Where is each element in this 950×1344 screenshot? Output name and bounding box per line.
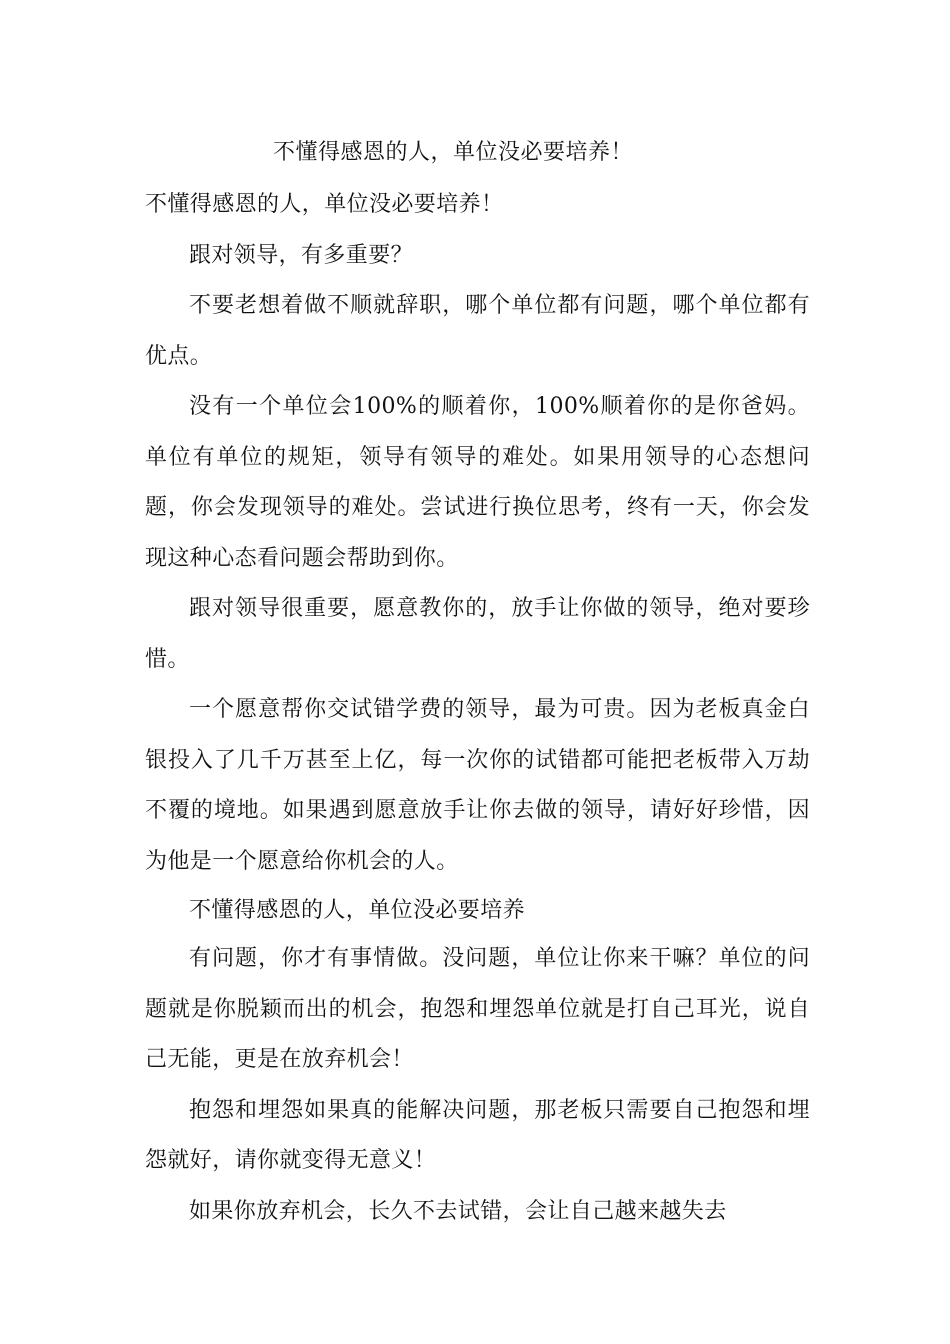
paragraph-tuition: 一个愿意帮你交试错学费的领导，最为可贵。因为老板真金白银投入了几千万甚至上亿，每一次你的试错都可能把老板带入万劫不覆的境地。如果遇到愿意放手让你去做的领导，请好好珍惜，因为他是一个愿意给你机会的人。 bbox=[145, 697, 810, 874]
paragraph-question: 跟对领导，有多重要？ bbox=[189, 242, 414, 268]
paragraph-subheading: 不懂得感恩的人，单位没必要培养 bbox=[189, 898, 526, 923]
document-body bbox=[145, 180, 810, 1237]
paragraph-quit: 不要老想着做不顺就辞职，哪个单位都有问题，哪个单位都有优点。 bbox=[145, 293, 810, 369]
paragraph-heading-repeat: 不懂得感恩的人，单位没必要培养！ bbox=[145, 192, 504, 217]
paragraph-leader: 跟对领导很重要，愿意教你的，放手让你做的领导，绝对要珍惜。 bbox=[145, 596, 810, 672]
paragraph-problems: 有问题，你才有事情做。没问题，单位让你来干嘛？单位的问题就是你脱颖而出的机会，抱怨和埋怨单位就是打自己耳光，说自己无能，更是在放弃机会！ bbox=[145, 946, 810, 1072]
paragraph-opportunity: 如果你放弃机会，长久不去试错，会让自己越来越失去 bbox=[189, 1198, 727, 1224]
paragraph-percent: 没有一个单位会100%的顺着你，100%顺着你的是你爸妈。单位有单位的规矩，领导有领导的难处。如果用领导的心态想问题，你会发现领导的难处。尝试进行换位思考，终有一天，你会发现这种心态看问题会帮助到你。 bbox=[145, 394, 810, 571]
document-title: 不懂得感恩的人，单位没必要培养！ bbox=[273, 140, 634, 165]
paragraph-complain: 抱怨和埋怨如果真的能解决问题，那老板只需要自己抱怨和埋怨就好，请你就变得无意义！ bbox=[145, 1097, 810, 1173]
